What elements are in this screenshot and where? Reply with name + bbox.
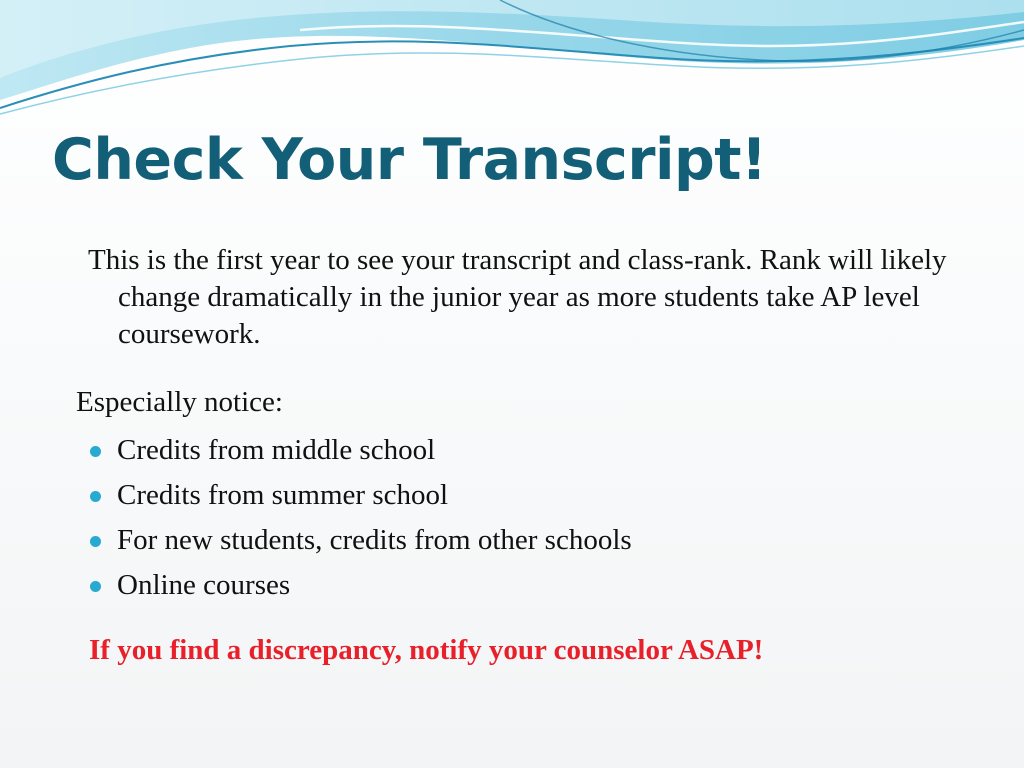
warning-message: If you find a discrepancy, notify your counselor ASAP! [89, 634, 764, 666]
notice-list [90, 428, 632, 608]
bullet-icon [90, 536, 101, 547]
list-item-label: For new students, credits from other schools [117, 524, 632, 556]
list-item-label: Credits from summer school [117, 479, 449, 511]
intro-paragraph: This is the first year to see your transcript and class-rank. Rank will likely change dramatically in the junior year as more students take AP level coursework. [88, 244, 947, 350]
list-item [90, 518, 632, 563]
list-item-label: Online courses [117, 569, 291, 601]
list-item-label: Credits from middle school [117, 434, 436, 466]
list-item [90, 563, 632, 608]
list-item [90, 428, 632, 473]
list-item [90, 473, 632, 518]
slide-title: Check Your Transcript! [52, 127, 767, 193]
bullet-icon [90, 491, 101, 502]
bullet-icon [90, 446, 101, 457]
bullet-icon [90, 581, 101, 592]
notice-heading: Especially notice: [76, 386, 283, 418]
header-wave-decoration [0, 0, 1024, 130]
